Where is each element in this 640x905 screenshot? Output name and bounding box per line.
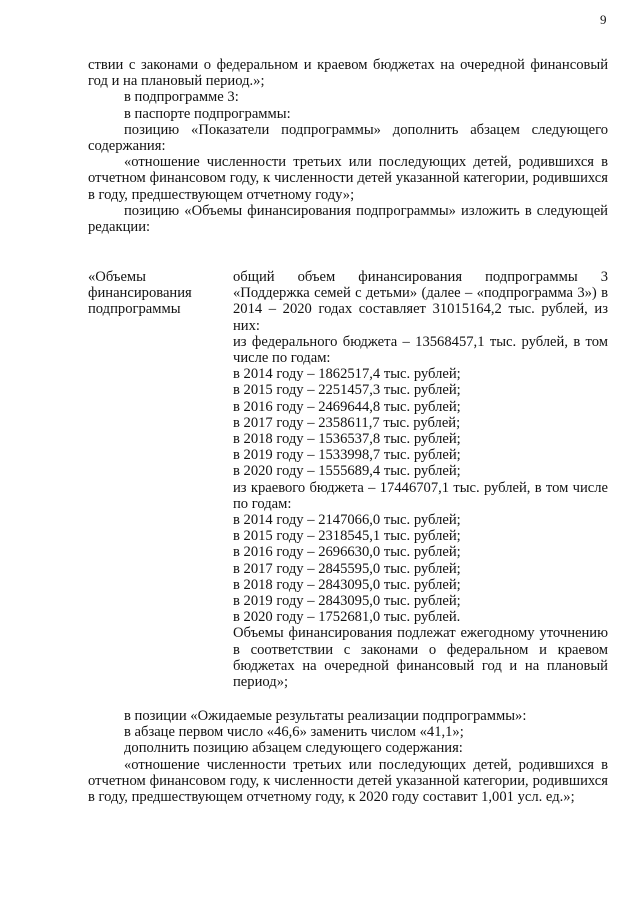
table-line: в 2014 году – 1862517,4 тыс. рублей; <box>233 366 461 383</box>
intro-paragraph-5: «отношение численности третьих или последующих детей, родившихся в отчетном финансовом году, к численности детей указанной категории, родившихся в году, предшествующем отчетному году»; <box>88 154 608 203</box>
table-right-cell <box>233 269 608 690</box>
outro-paragraph-4: «отношение численности третьих или последующих детей, родившихся в отчетном финансовом году, к численности детей указанной категории, родившихся в году, предшествующем отчетному году, к 2020 году составит 1,001 усл. ед.»; <box>88 756 608 806</box>
intro-paragraph-6: позицию «Объемы финансирования подпрограммы» изложить в следующей редакции: <box>88 202 608 236</box>
table-line: в 2018 году – 1536537,8 тыс. рублей; <box>233 431 461 448</box>
intro-paragraph-1: ствии с законами о федеральном и краевом бюджетах на очередной финансовый год и на плановый период.»; <box>88 57 608 90</box>
table-left-cell: «Объемы финансирования подпрограммы <box>88 269 192 318</box>
table-line: в 2016 году – 2696630,0 тыс. рублей; <box>233 544 461 561</box>
intro-paragraph-4: позицию «Показатели подпрограммы» дополнить абзацем следующего содержания: <box>88 121 608 155</box>
intro-block <box>88 57 608 235</box>
table-line: в 2018 году – 2843095,0 тыс. рублей; <box>233 576 461 593</box>
table-line: в 2019 году – 1533998,7 тыс. рублей; <box>233 447 461 464</box>
table-line: в 2015 году – 2251457,3 тыс. рублей; <box>233 382 461 399</box>
outro-paragraph-1: в позиции «Ожидаемые результаты реализации подпрограммы»: <box>124 708 527 724</box>
outro-paragraph-3: дополнить позицию абзацем следующего содержания: <box>124 740 463 757</box>
table-line: в 2017 году – 2358611,7 тыс. рублей; <box>233 414 461 431</box>
table-line: в 2017 году – 2845595,0 тыс. рублей; <box>233 560 461 577</box>
table-line: в 2016 году – 2469644,8 тыс. рублей; <box>233 398 461 415</box>
table-line: в 2014 году – 2147066,0 тыс. рублей; <box>233 512 461 529</box>
table-line: в 2020 году – 1555689,4 тыс. рублей; <box>233 463 461 480</box>
table-line: в 2019 году – 2843095,0 тыс. рублей; <box>233 593 461 610</box>
table-line: из федерального бюджета – 13568457,1 тыс. рублей, в том числе по годам: <box>233 333 608 367</box>
table-line: в 2015 году – 2318545,1 тыс. рублей; <box>233 528 461 545</box>
table-line: в 2020 году – 1752681,0 тыс. рублей. <box>233 609 461 626</box>
table-line: Объемы финансирования подлежат ежегодному уточнению в соответствии с законами о федеральном и краевом бюджетах на очередной финансовый год и на плановый период»; <box>233 625 608 691</box>
page-number: 9 <box>600 12 607 27</box>
table-line: общий объем финансирования подпрограммы 3 «Поддержка семей с детьми» (далее – «подпрограмма 3») в 2014 – 2020 годах составляет 31015164,2 тыс. рублей, из них: <box>233 269 608 334</box>
outro-paragraph-2: в абзаце первом число «46,6» заменить числом «41,1»; <box>124 724 464 741</box>
outro-block <box>88 708 608 805</box>
table-line: из краевого бюджета – 17446707,1 тыс. рублей, в том числе по годам: <box>233 479 608 512</box>
intro-paragraph-2: в подпрограмме 3: <box>124 89 239 106</box>
intro-paragraph-3: в паспорте подпрограммы: <box>124 105 291 122</box>
